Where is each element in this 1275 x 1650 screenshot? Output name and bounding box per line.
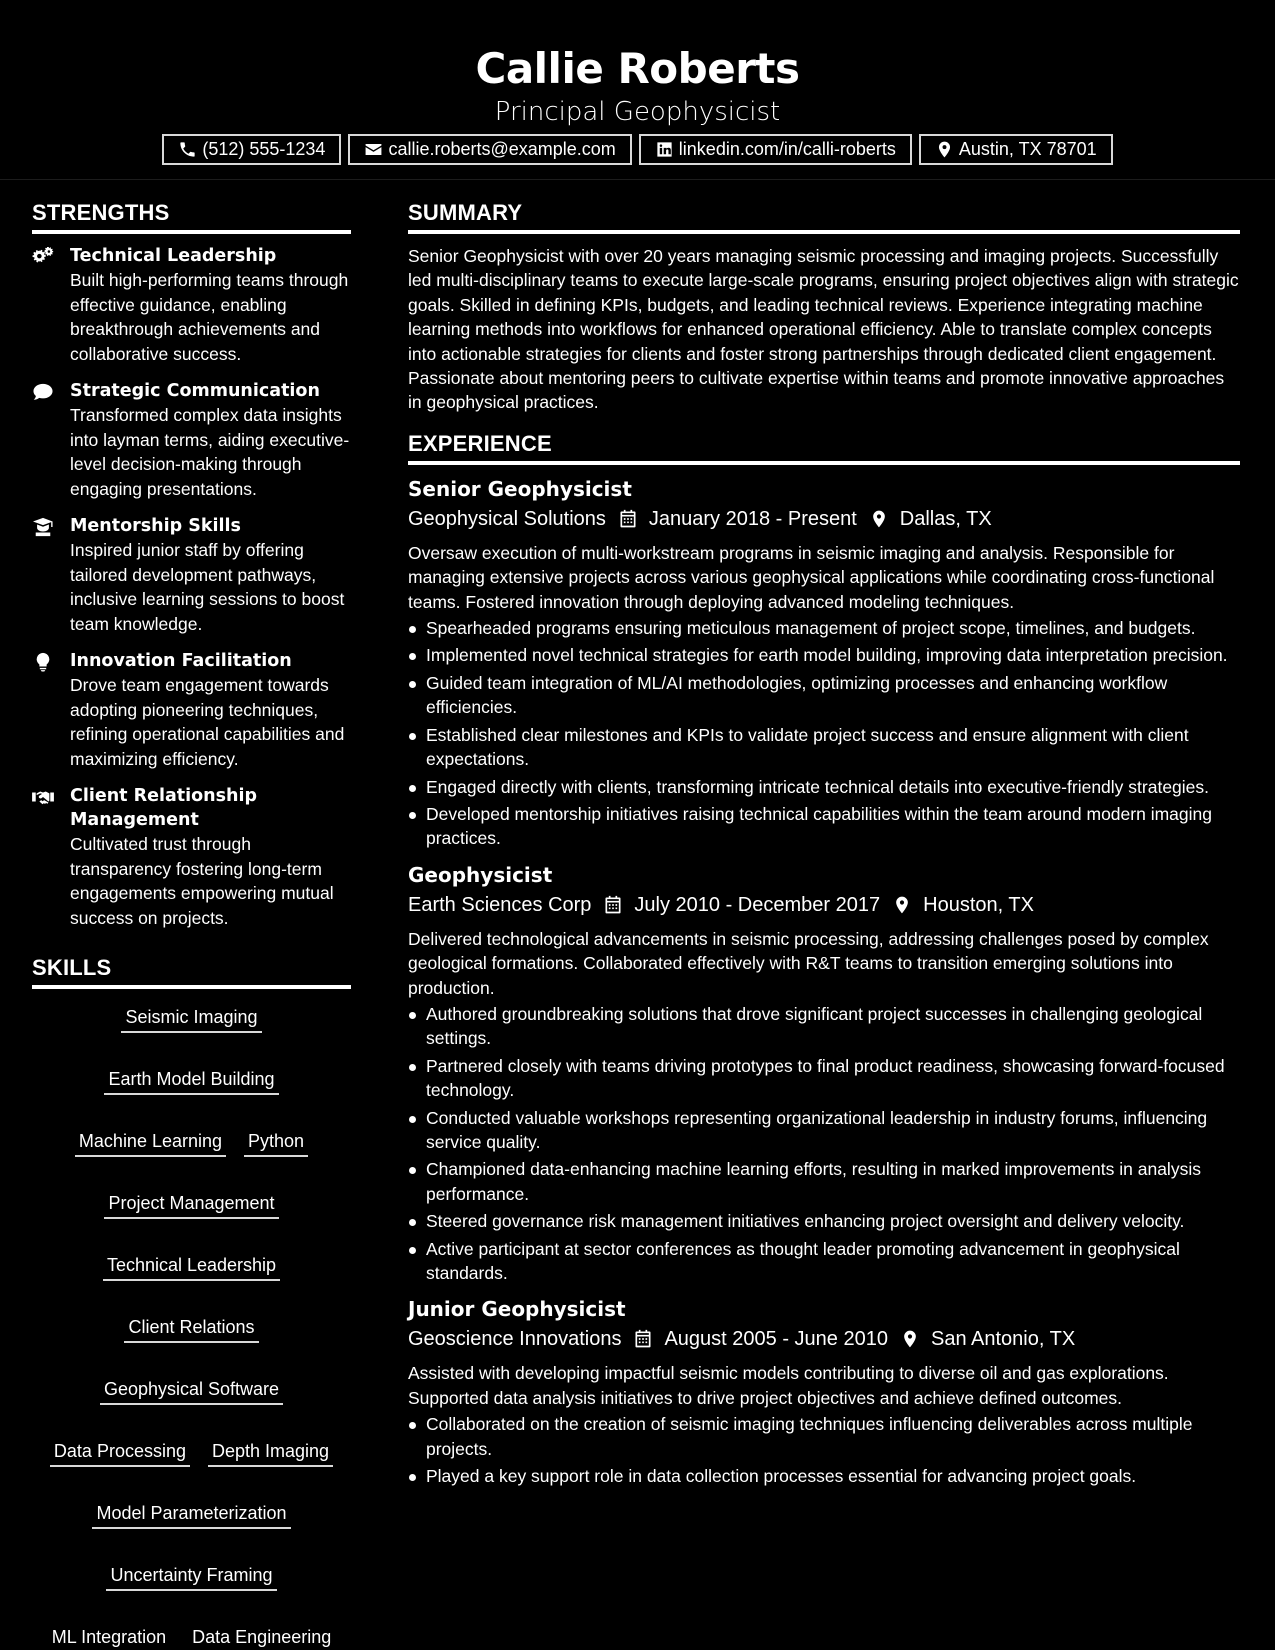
skill-tag: ML Integration (48, 1625, 170, 1650)
job-bullets (408, 1412, 1240, 1488)
summary-heading: SUMMARY (408, 198, 1240, 234)
skill-tag: Client Relations (124, 1315, 258, 1343)
calendar-icon (633, 1329, 653, 1349)
candidate-title: Principal Geophysicist (494, 97, 781, 127)
skill-tag: Data Engineering (188, 1625, 335, 1650)
map-pin-icon (869, 509, 889, 529)
job-bullet: Guided team integration of ML/AI methodologies, optimizing processes and enhancing workflow efficiencies. (408, 671, 1240, 720)
job-title: Geophysicist (408, 862, 553, 887)
contact-location-text: Austin, TX 78701 (958, 139, 1097, 159)
strength-item (32, 649, 351, 771)
job-bullets (408, 616, 1240, 851)
contact-linkedin[interactable] (639, 134, 912, 165)
job-dates: August 2005 - June 2010 (664, 1328, 888, 1351)
speech-bubble-icon (32, 382, 54, 402)
job-meta (408, 1325, 1240, 1353)
job-entry (408, 1295, 1240, 1488)
job-bullet: Active participant at sector conferences as thought leader promoting advancement in geophysical standards. (408, 1237, 1240, 1286)
contact-bar (0, 134, 1275, 165)
job-bullet: Steered governance risk management initiatives enhancing project oversight and delivery velocity. (408, 1209, 1240, 1233)
skill-tag: Geophysical Software (100, 1377, 283, 1405)
job-description: Assisted with developing impactful seismic models contributing to diverse oil and gas explorations. Supported data analysis initiatives to drive project objectives and achieve defined outcomes. (408, 1363, 1169, 1408)
job-location: San Antonio, TX (930, 1328, 1076, 1351)
map-pin-icon (892, 895, 912, 915)
strength-item (32, 379, 351, 501)
job-bullet: Collaborated on the creation of seismic imaging techniques influencing deliverables across multiple projects. (408, 1412, 1240, 1461)
job-title: Junior Geophysicist (408, 1297, 626, 1322)
job-meta (408, 891, 1240, 919)
handshake-icon (32, 787, 54, 807)
experience-heading: EXPERIENCE (408, 429, 1240, 465)
strength-item (32, 514, 351, 636)
candidate-name: Callie Roberts (475, 44, 800, 93)
contact-linkedin-text: linkedin.com/in/calli-roberts (678, 139, 896, 159)
strength-item (32, 244, 351, 366)
job-description: Delivered technological advancements in seismic processing, addressing challenges posed by complex geological formations. Collaborated effectively with R&T teams to transition emerging solutions into production. (408, 928, 1209, 998)
skill-tag: Project Management (104, 1191, 278, 1219)
job-bullet: Developed mentorship initiatives raising technical capabilities within the team around modern imaging practices. (408, 802, 1240, 851)
job-dates: July 2010 - December 2017 (634, 893, 881, 916)
strength-title: Mentorship Skills (70, 516, 241, 536)
job-bullet: Conducted valuable workshops representing organizational leadership in industry forums, influencing service quality. (408, 1106, 1240, 1155)
skill-tag: Machine Learning (75, 1129, 226, 1157)
job-bullet: Established clear milestones and KPIs to validate project success and ensure alignment with client expectations. (408, 723, 1240, 772)
map-pin-icon (935, 140, 954, 159)
contact-location (919, 134, 1113, 165)
contact-email-text: callie.roberts@example.com (388, 139, 616, 159)
job-description: Oversaw execution of multi-workstream programs in seismic imaging and analysis. Responsible for managing extensive projects across various geophysical applications while coordinating cross-functional teams. Fostered innovation through deploying advanced modeling techniques. (408, 542, 1215, 612)
strength-desc: Built high-performing teams through effective guidance, enabling breakthrough achievements and collaborative success. (70, 270, 349, 364)
strength-title: Client Relationship Management (70, 786, 258, 830)
contact-email[interactable] (348, 134, 631, 165)
skill-tag: Uncertainty Framing (106, 1563, 276, 1591)
strength-title: Technical Leadership (70, 246, 277, 266)
phone-icon (178, 140, 197, 159)
job-bullet: Implemented novel technical strategies for earth model building, improving data interpretation precision. (408, 643, 1240, 667)
skill-tag: Data Processing (50, 1439, 190, 1467)
job-bullet: Played a key support role in data collection processes essential for advancing project goals. (408, 1464, 1240, 1488)
strength-title: Strategic Communication (70, 381, 320, 401)
calendar-icon (618, 509, 638, 529)
job-location: Houston, TX (923, 893, 1034, 916)
skills-list (32, 1005, 351, 1650)
job-bullet: Spearheaded programs ensuring meticulous management of project scope, timelines, and budgets. (408, 616, 1240, 640)
job-company: Earth Sciences Corp (408, 893, 592, 916)
job-bullet: Engaged directly with clients, transforming intricate technical details into executive-friendly strategies. (408, 775, 1240, 799)
skill-tag: Depth Imaging (208, 1439, 333, 1467)
resume-header (0, 0, 1275, 180)
skill-tag: Python (244, 1129, 308, 1157)
job-company: Geoscience Innovations (408, 1328, 622, 1351)
left-column (32, 198, 351, 1650)
skill-tag: Technical Leadership (103, 1253, 280, 1281)
summary-text: Senior Geophysicist with over 20 years managing seismic processing and imaging projects. Successfully led multi-disciplinary teams to execute large-scale programs, ensuring project objectives align with strategic goals. Skilled in defining KPIs, budgets, and leading technical reviews. Experience integrating machine learning methods into workflows for enhanced operational efficiency. Able to translate complex concepts into actionable strategies for clients and foster strong partnerships through dedicated client engagement. Passionate about mentoring peers to cultivate expertise within teams and promote innovative approaches in geophysical practices. (408, 246, 1239, 413)
gears-icon (32, 247, 54, 267)
job-title: Senior Geophysicist (408, 476, 632, 501)
skill-tag: Model Parameterization (92, 1501, 290, 1529)
map-pin-icon (900, 1329, 920, 1349)
strength-desc: Inspired junior staff by offering tailored development pathways, inclusive learning sessions to boost team knowledge. (70, 540, 345, 634)
strength-item (32, 784, 351, 930)
skill-tag: Earth Model Building (104, 1067, 278, 1095)
strengths-heading: STRENGTHS (32, 198, 351, 234)
contact-phone[interactable] (162, 134, 341, 165)
lightbulb-icon (32, 652, 54, 672)
job-location: Dallas, TX (899, 507, 992, 530)
job-bullet: Authored groundbreaking solutions that drove significant project successes in challenging geological settings. (408, 1002, 1240, 1051)
job-bullets (408, 1002, 1240, 1285)
contact-phone-text: (512) 555-1234 (202, 139, 326, 159)
strength-desc: Drove team engagement towards adopting pioneering techniques, refining operational capabilities and maximizing efficiency. (70, 675, 345, 769)
job-entry (408, 861, 1240, 1286)
graduation-cap-icon (32, 517, 54, 537)
job-meta (408, 505, 1240, 533)
job-bullet: Championed data-enhancing machine learning efforts, resulting in marked improvements in analysis performance. (408, 1157, 1240, 1206)
job-dates: January 2018 - Present (648, 507, 857, 530)
job-bullet: Partnered closely with teams driving prototypes to final product readiness, showcasing forward-focused technology. (408, 1054, 1240, 1103)
strength-title: Innovation Facilitation (70, 651, 292, 671)
skill-tag: Seismic Imaging (121, 1005, 261, 1033)
envelope-icon (364, 140, 383, 159)
calendar-icon (603, 895, 623, 915)
job-company: Geophysical Solutions (408, 507, 606, 530)
strength-desc: Transformed complex data insights into layman terms, aiding executive-level decision-making through engaging presentations. (70, 405, 350, 499)
strength-desc: Cultivated trust through transparency fostering long-term engagements empowering mutual success on projects. (70, 834, 334, 928)
linkedin-icon (655, 140, 674, 159)
job-entry (408, 475, 1240, 851)
right-column (408, 198, 1240, 1491)
skills-heading: SKILLS (32, 953, 351, 989)
